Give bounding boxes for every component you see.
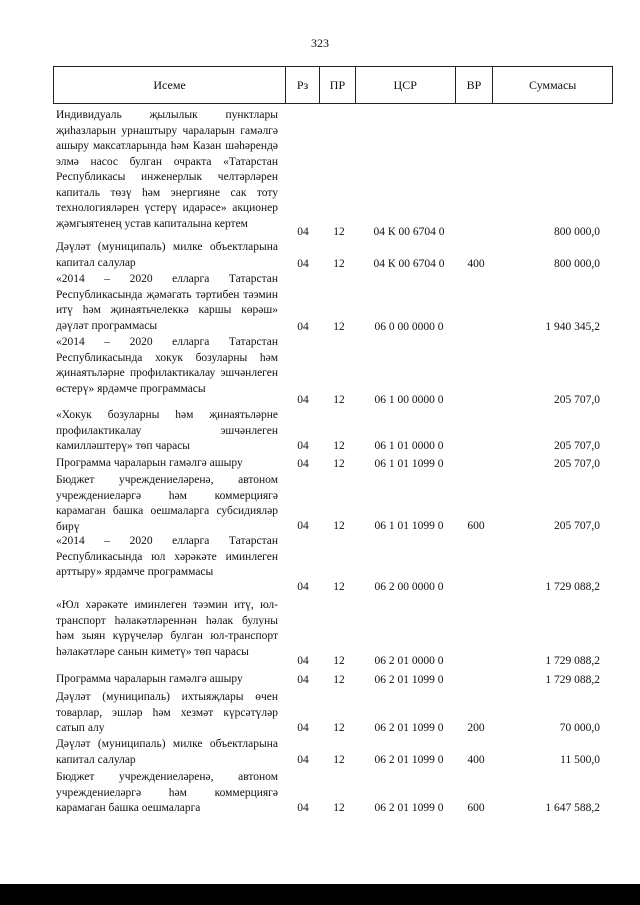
row-csr: 06 1 00 0000 0 (374, 393, 444, 406)
row-vr: 400 (467, 257, 485, 270)
row-sum: 1 647 588,2 (545, 801, 600, 814)
scan-edge-bar (0, 884, 640, 905)
row-name: «Юл хәрәкәте иминлеген тәэмин итү, юл-транспорт һәлакәтләреннән һәлак булуны һәм зыян күрүчеләр булган юл-транспорт һәлакәтләре санын киметү» төп чарасы (56, 599, 278, 658)
row-vr: 600 (467, 519, 485, 532)
table-header (53, 66, 613, 104)
table-row (0, 456, 640, 472)
table-row (0, 240, 640, 272)
row-sum: 70 000,0 (559, 721, 600, 734)
row-sum: 205 707,0 (554, 519, 600, 532)
row-pr: 12 (333, 320, 345, 333)
row-rz: 04 (297, 519, 309, 532)
row-csr: 06 2 00 0000 0 (374, 580, 444, 593)
header-rz: Рз (286, 67, 320, 103)
row-pr: 12 (333, 457, 345, 470)
row-rz: 04 (297, 257, 309, 270)
row-name: «2014 – 2020 елларга Татарстан Республикасында юл хәрәкәте иминлеген арттыру» ярдәмче программасы (56, 535, 278, 578)
row-csr: 06 2 01 0000 0 (374, 654, 444, 667)
table-row (0, 272, 640, 335)
row-rz: 04 (297, 654, 309, 667)
row-name: Бюджет учреждениеләренә, автоном учреждениеләргә һәм коммерциягә карамаган башка оешмаларга субсидияләр бирү (56, 474, 278, 533)
row-csr: 06 1 01 1099 0 (374, 457, 444, 470)
table-row (0, 672, 640, 688)
table-row (0, 737, 640, 768)
row-csr: 06 2 01 1099 0 (374, 673, 444, 686)
row-pr: 12 (333, 257, 345, 270)
header-name: Исеме (54, 67, 286, 103)
row-pr: 12 (333, 673, 345, 686)
row-pr: 12 (333, 580, 345, 593)
table-row (0, 770, 640, 816)
row-rz: 04 (297, 580, 309, 593)
row-rz: 04 (297, 439, 309, 452)
row-csr: 04 К 00 6704 0 (373, 257, 445, 270)
row-sum: 205 707,0 (554, 439, 600, 452)
row-sum: 800 000,0 (554, 257, 600, 270)
row-name: Дәүләт (муниципаль) ихтыяҗлары өчен товарлар, эшләр һәм хезмәт күрсәтүләр сатып алу (56, 691, 278, 734)
table-row (0, 335, 640, 408)
row-rz: 04 (297, 320, 309, 333)
row-sum: 1 729 088,2 (545, 580, 600, 593)
row-rz: 04 (297, 801, 309, 814)
row-rz: 04 (297, 457, 309, 470)
table-row (0, 108, 640, 240)
table-row (0, 534, 640, 595)
row-pr: 12 (333, 393, 345, 406)
row-csr: 06 2 01 1099 0 (374, 721, 444, 734)
row-rz: 04 (297, 225, 309, 238)
row-rz: 04 (297, 673, 309, 686)
row-sum: 800 000,0 (554, 225, 600, 238)
header-csr: ЦСР (356, 67, 456, 103)
row-pr: 12 (333, 519, 345, 532)
row-name: Программа чараларын гамәлгә ашыру (56, 457, 243, 469)
row-rz: 04 (297, 393, 309, 406)
row-pr: 12 (333, 721, 345, 734)
row-sum: 205 707,0 (554, 393, 600, 406)
row-pr: 12 (333, 753, 345, 766)
row-name: Программа чараларын гамәлгә ашыру (56, 673, 243, 685)
row-name: Индивидуаль җылылык пунктлары җиһазларын урнаштыру чараларын гамәлгә ашыру максатларында һәм Казан шәһәрендә элмә насос булган очракта «Татарстан Республикасы инженерлык челтәрләрен капиталь төзү һәм энергияне сак тоту технологияләрен үстерү идарәсе» акционер җәмгыятенең устав капиталына кертем (56, 109, 278, 230)
row-name: Дәүләт (муниципаль) милке объектларына капитал салулар (56, 738, 278, 766)
header-vr: ВР (456, 67, 494, 103)
table-row (0, 408, 640, 454)
header-pr: ПР (320, 67, 356, 103)
row-sum: 1 729 088,2 (545, 673, 600, 686)
row-vr: 200 (467, 721, 485, 734)
row-rz: 04 (297, 753, 309, 766)
row-csr: 04 К 00 6704 0 (373, 225, 445, 238)
row-pr: 12 (333, 439, 345, 452)
row-vr: 600 (467, 801, 485, 814)
header-sum: Суммасы (529, 77, 577, 92)
row-csr: 06 0 00 0000 0 (374, 320, 444, 333)
row-rz: 04 (297, 721, 309, 734)
page-number: 323 (311, 36, 329, 50)
row-csr: 06 1 01 1099 0 (374, 519, 444, 532)
row-sum: 1 940 345,2 (545, 320, 600, 333)
row-sum: 205 707,0 (554, 457, 600, 470)
table-row (0, 598, 640, 669)
row-pr: 12 (333, 225, 345, 238)
row-sum: 1 729 088,2 (545, 654, 600, 667)
row-name: Бюджет учреждениеләренә, автоном учреждениеләргә һәм коммерциягә карамаган башка оешмаларга (56, 771, 278, 814)
row-name: «Хокук бозуларны һәм җинаятьләрне профилактикалау эшчәнлеген камилләштерү» төп чарасы (56, 409, 278, 452)
row-name: Дәүләт (муниципаль) милке объектларына капитал салулар (56, 241, 278, 269)
row-pr: 12 (333, 801, 345, 814)
table-row (0, 690, 640, 736)
row-csr: 06 2 01 1099 0 (374, 753, 444, 766)
row-sum: 11 500,0 (560, 753, 600, 766)
row-csr: 06 2 01 1099 0 (374, 801, 444, 814)
row-name: «2014 – 2020 елларга Татарстан Республикасында хокук бозуларны һәм җинаятьләрне профилактикалау эшчәнлеген өстерү» ярдәмче программасы (56, 336, 278, 395)
row-csr: 06 1 01 0000 0 (374, 439, 444, 452)
row-pr: 12 (333, 654, 345, 667)
row-name: «2014 – 2020 елларга Татарстан Республикасында җәмәгать тәртибен тәэмин итү һәм җинаятьчелеккә каршы көрәш» дәүләт программасы (56, 273, 278, 332)
table-row (0, 473, 640, 534)
row-vr: 400 (467, 753, 485, 766)
